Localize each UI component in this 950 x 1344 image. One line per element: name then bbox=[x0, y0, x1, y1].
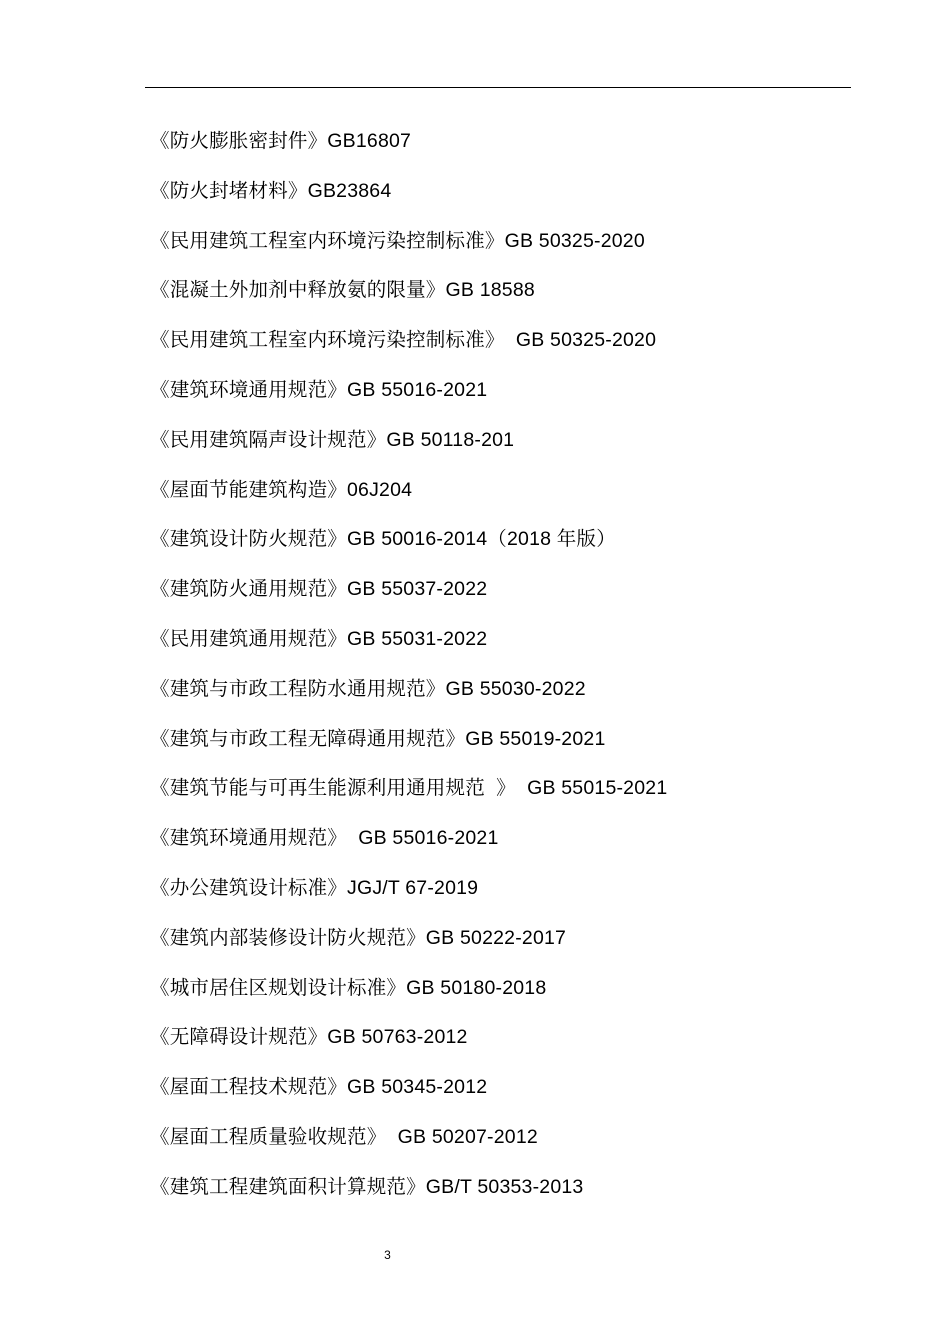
list-item: 《建筑环境通用规范》GB 55016-2021 bbox=[150, 378, 488, 401]
list-item: 《办公建筑设计标准》JGJ/T 67-2019 bbox=[150, 876, 479, 899]
standards-list bbox=[150, 124, 850, 1220]
list-item: 《屋面节能建筑构造》06J204 bbox=[150, 478, 413, 501]
list-item: 《民用建筑隔声设计规范》GB 50118-201 bbox=[150, 428, 515, 451]
list-item: 《建筑节能与可再生能源利用通用规范 》 GB 55015-2021 bbox=[150, 777, 668, 800]
page-number: 3 bbox=[384, 1248, 391, 1262]
list-item: 《建筑防火通用规范》GB 55037-2022 bbox=[150, 578, 488, 601]
list-item: 《混凝土外加剂中释放氨的限量》GB 18588 bbox=[150, 279, 535, 302]
list-item: 《民用建筑通用规范》GB 55031-2022 bbox=[150, 627, 488, 650]
list-item: 《防火封堵材料》GB23864 bbox=[150, 179, 392, 202]
list-item: 《建筑环境通用规范》 GB 55016-2021 bbox=[150, 827, 499, 850]
list-item: 《建筑与市政工程无障碍通用规范》GB 55019-2021 bbox=[150, 727, 606, 750]
list-item: 《建筑内部装修设计防火规范》GB 50222-2017 bbox=[150, 926, 567, 949]
list-item: 《建筑工程建筑面积计算规范》GB/T 50353-2013 bbox=[150, 1175, 584, 1198]
list-item: 《屋面工程技术规范》GB 50345-2012 bbox=[150, 1076, 488, 1099]
list-item: 《城市居住区规划设计标准》GB 50180-2018 bbox=[150, 976, 547, 999]
list-item: 《建筑与市政工程防水通用规范》GB 55030-2022 bbox=[150, 677, 586, 700]
list-item: 《民用建筑工程室内环境污染控制标准》 GB 50325-2020 bbox=[150, 329, 657, 352]
list-item: 《防火膨胀密封件》GB16807 bbox=[150, 130, 412, 152]
list-item: 《无障碍设计规范》GB 50763-2012 bbox=[150, 1026, 468, 1049]
list-item: 《屋面工程质量验收规范》 GB 50207-2012 bbox=[150, 1125, 538, 1148]
list-item: 《民用建筑工程室内环境污染控制标准》GB 50325-2020 bbox=[150, 229, 645, 252]
list-item: 《建筑设计防火规范》GB 50016-2014（2018 年版） bbox=[150, 528, 616, 551]
header-rule bbox=[145, 87, 851, 88]
